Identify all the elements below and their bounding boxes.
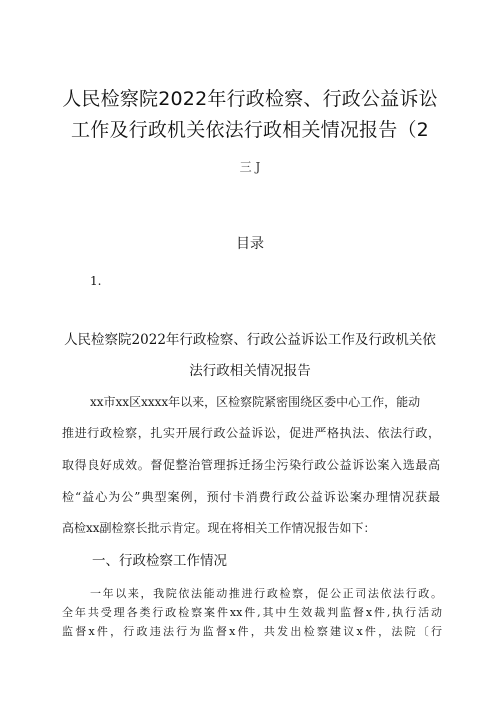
intro-paragraph-line: xx市xx区xxxx年以来，区检察院紧密围绕区委中心工作，能动 [90, 395, 421, 409]
body-paragraph-line: 监督x件，行政违法行为监督x件，共发出检察建议x件，法院〔行 [62, 625, 442, 638]
intro-paragraph-line: 推进行政检察，扎实开展行政公益诉讼，促进严格执法、依法行政， [62, 426, 440, 440]
section-heading-1: 一、行政检察工作情况 [92, 553, 227, 569]
document-title-line-2: 工作及行政机关依法行政相关情况报告（2 [71, 119, 429, 141]
intro-paragraph-line: 取得良好成效。督促整治管理拆迁扬尘污染行政公益诉讼案入选最高 [62, 458, 440, 472]
section-title-line-2: 法行政相关情况报告 [189, 363, 311, 379]
toc-heading: 目录 [236, 236, 264, 252]
body-paragraph-line: 全年共受理各类行政检察案件xx件,其中生效裁判监督x件,执行活动 [62, 606, 442, 619]
body-paragraph-line: 一年以来，我院依法能动推进行政检察，促公正司法依法行政。 [90, 587, 442, 600]
section-title-line-1: 人民检察院2022年行政检察、行政公益诉讼工作及行政机关依 [64, 332, 436, 348]
toc-item[interactable]: 1. [90, 274, 102, 288]
intro-paragraph-line: 检“益心为公”典型案例，预付卡消费行政公益诉讼案办理情况获最 [62, 490, 440, 504]
intro-paragraph-line: 高检xx副检察长批示肯定。现在将相关工作情况报告如下： [62, 521, 376, 535]
document-subtitle: 三 J [239, 160, 261, 174]
document-title-line-1: 人民检察院2022年行政检察、行政公益诉讼 [62, 88, 438, 110]
